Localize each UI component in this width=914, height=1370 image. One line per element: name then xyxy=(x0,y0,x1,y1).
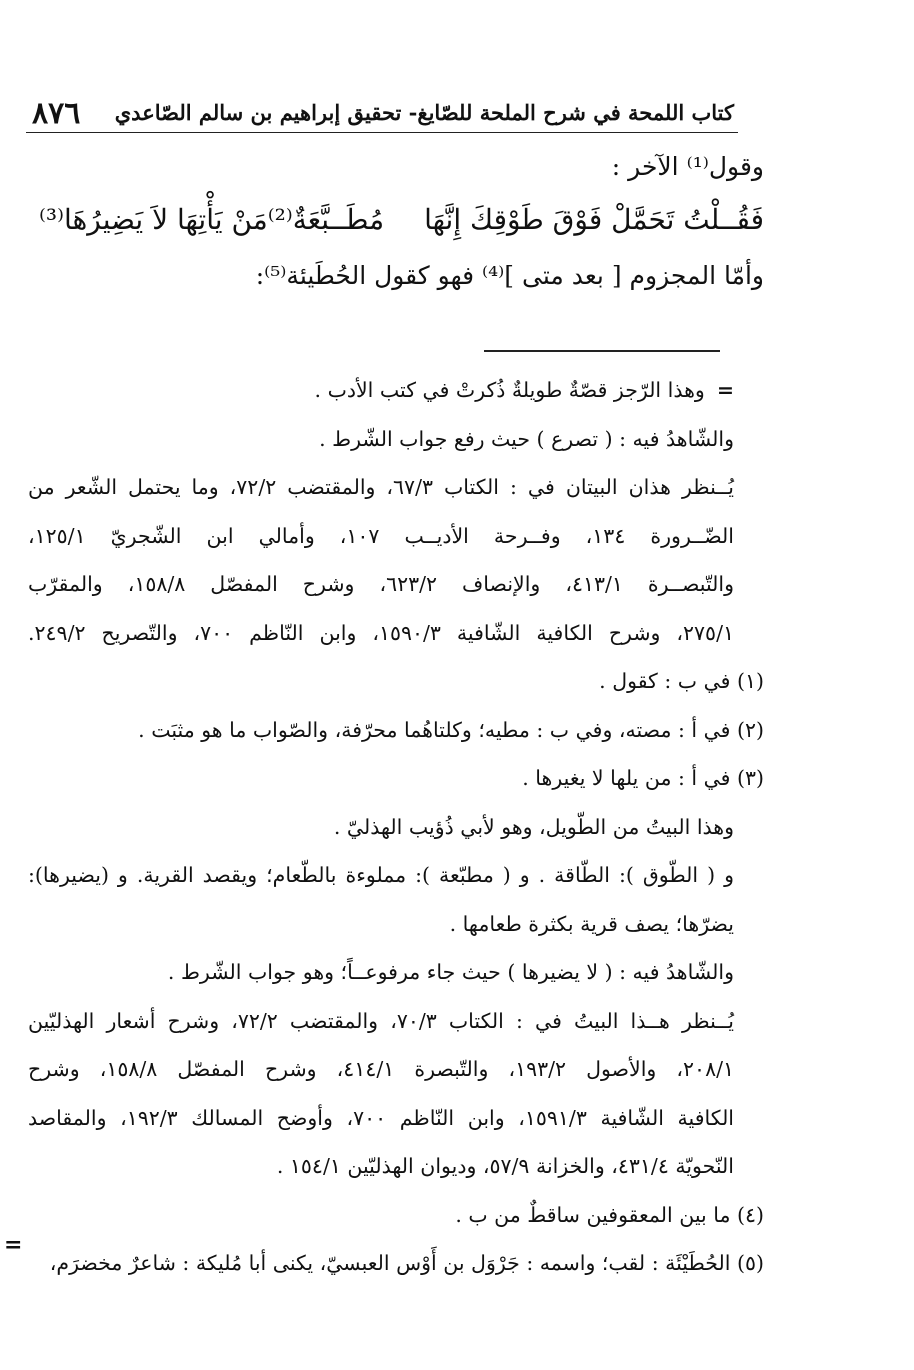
footnote-4: (٤) ما بين المعقوفين ساقطٌ من ب . xyxy=(455,1202,764,1227)
page-header xyxy=(26,90,738,133)
footnote-line: الكافية الشّافية ١٥٩١/٣، وابن النّاظم ٧٠٠، وأوضح المسالك ١٩٢/٣، والمقاصد xyxy=(28,1105,735,1130)
continued-mark: = xyxy=(716,378,734,402)
continues-mark: = xyxy=(4,1232,23,1258)
poetry-verse xyxy=(38,199,764,241)
footnote-3: (٣) في أ : من يلها لا يغيرها . xyxy=(522,766,764,790)
footnote-line: وهذا البيتُ من الطّويل، وهو لأبي ذُؤيب الهذليّ . xyxy=(333,814,734,839)
footnote-5: (٥) الحُطَيْئَة : لقب؛ واسمه : جَرْوَل بن أَوْس العبسيّ، يكنى أبا مُليكة : شاعرٌ مخضرَم، xyxy=(49,1251,764,1275)
footnote-line: يضرّها؛ يصف قرية بكثرة طعامها . xyxy=(449,911,734,936)
running-title: كتاب اللمحة في شرح الملحة للصّايغ- تحقيق إبراهيم بن سالم الصّاعدي xyxy=(114,100,734,125)
footnote-line: =وهذا الرّجز قصّةٌ طويلةٌ ذُكرتْ في كتب الأدب . xyxy=(314,378,734,402)
footnote-line: ٢٠٨/١، والأصول ١٩٣/٢، والتّبصرة ٤١٤/١، وشرح المفصّل ١٥٨/٨، وشرح xyxy=(28,1057,734,1081)
verse-first-hemistich: فَقُــلْتُ تَحَمَّلْ فَوْقَ طَوْقِكَ إِنَّهَا xyxy=(424,202,764,236)
verse-intro: وقول⁽¹⁾ الآخر : xyxy=(611,152,764,181)
footnote-line: ٢٧٥/١، وشرح الكافية الشّافية ١٥٩٠/٣، وابن النّاظم ٧٠٠، والتّصريح ٢٤٩/٢. xyxy=(28,620,734,645)
footnote-2: (٢) في أ : مصته، وفي ب : مطيه؛ وكلتاهُما محرّفة، والصّواب ما هو مثبَت . xyxy=(138,717,764,742)
footnote-1: (١) في ب : كقول . xyxy=(599,669,764,693)
footnote-line: يُــنظر هــذا البيتُ في : الكتاب ٧٠/٣، والمقتضب ٧٢/٢، وشرح أشعار الهذليّين xyxy=(28,1008,734,1033)
verse-second-hemistich: مُطَــبَّعَةٌ⁽²⁾مَنْ يَأْتِهَا لاَ يَضِيرُهَا⁽³⁾ xyxy=(38,202,385,236)
footnotes xyxy=(28,366,764,1288)
footnote-line: والشّاهدُ فيه : ( تصرع ) حيث رفع جواب الشّرط . xyxy=(319,426,734,451)
footnote-separator xyxy=(484,350,720,352)
page-number: ٨٧٦ xyxy=(32,96,81,131)
footnote-line: الضّــرورة ١٣٤، وفــرحة الأديــب ١٠٧، وأمالي ابن الشّجريّ ١٢٥/١، xyxy=(28,523,734,548)
footnote-line: النّحويّة ٤٣١/٤، والخزانة ٥٧/٩، وديوان الهذليّين ١٥٤/١ . xyxy=(276,1154,734,1178)
after-verse-line: وأمّا المجزوم [ بعد متى ]⁽⁴⁾ فهو كقول الحُطَيئة⁽⁵⁾: xyxy=(255,260,764,290)
footnote-line: والشّاهدُ فيه : ( لا يضيرها ) حيث جاء مرفوعــاً؛ وهو جواب الشّرط . xyxy=(167,960,734,984)
footnote-line: والتّبصــرة ٤١٣/١، والإنصاف ٦٢٣/٢، وشرح المفصّل ١٥٨/٨، والمقرّب xyxy=(28,572,734,596)
footnote-line: يُــنظر هذان البيتان في : الكتاب ٦٧/٣، والمقتضب ٧٢/٢، وما يحتمل الشّعر من xyxy=(28,475,734,499)
main-text xyxy=(38,148,764,296)
footnote-line: و ( الطّوق ): الطّاقة . و ( مطبّعة ): مملوءة بالطّعام؛ ويقصد القرية. و (يضيرها): xyxy=(28,863,734,887)
